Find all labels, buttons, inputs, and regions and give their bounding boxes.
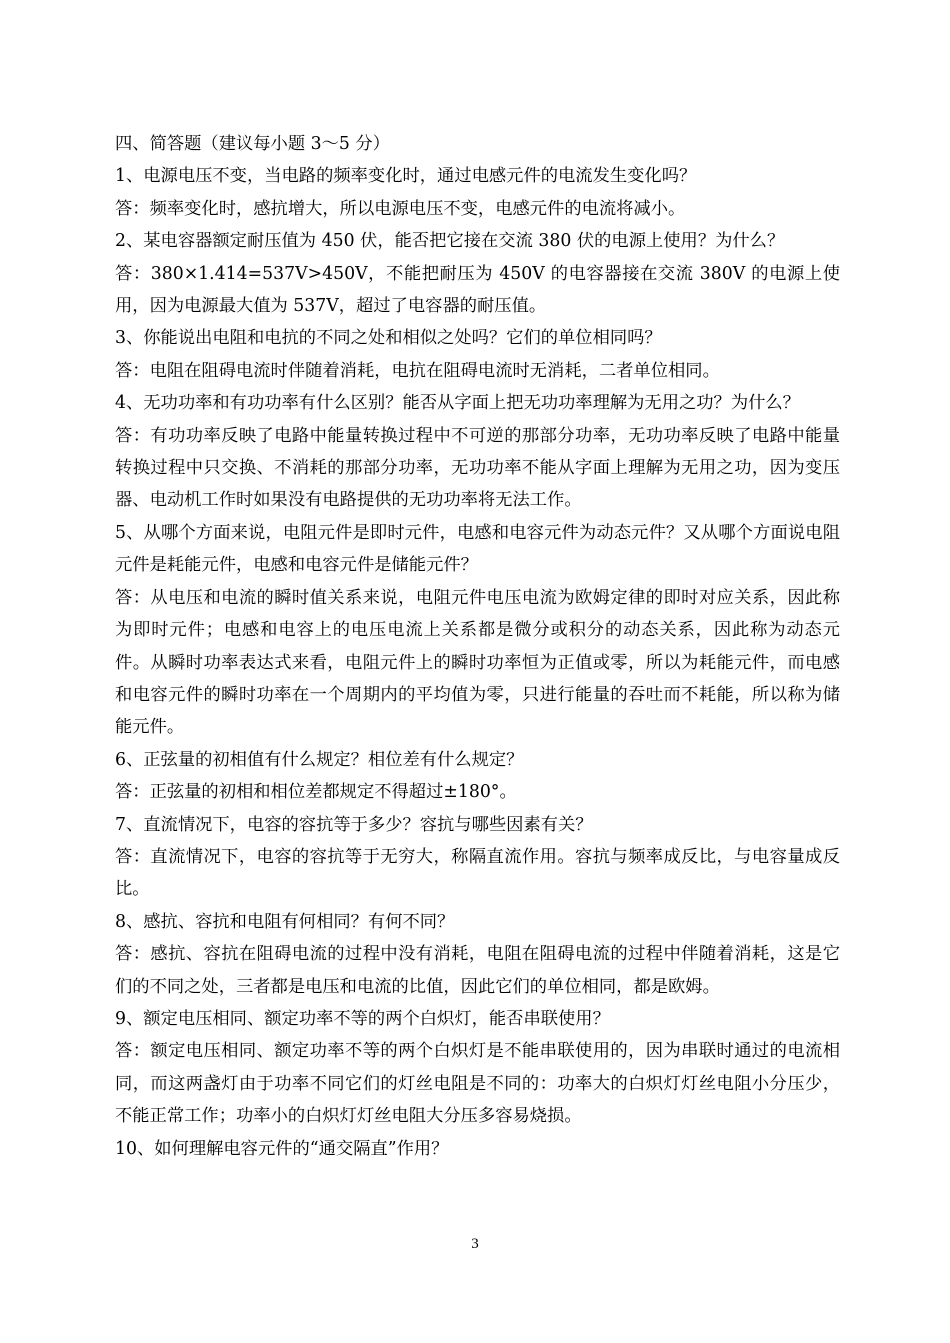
page-number: 3: [471, 1236, 479, 1252]
answer-3: 答：电阻在阻碍电流时伴随着消耗，电抗在阻碍电流时无消耗，二者单位相同。: [115, 360, 720, 381]
answer-4: 答：有功功率反映了电路中能量转换过程中不可逆的那部分功率，无功功率反映了电路中能量转换过程中只交换、不消耗的那部分功率，无功功率不能从字面上理解为无用之功，因为变压器、电动机工作时如果没有电路提供的无功功率将无法工作。: [115, 425, 840, 511]
question-6: 6、正弦量的初相值有什么规定？相位差有什么规定？: [115, 749, 524, 770]
section-title: 四、简答题（建议每小题 3～5 分）: [115, 134, 390, 154]
question-8: 8、感抗、容抗和电阻有何相同？有何不同？: [115, 911, 455, 932]
question-10: 10、如何理解电容元件的“通交隔直”作用？: [115, 1138, 449, 1159]
answer-6: 答：正弦量的初相和相位差都规定不得超过±180°。: [115, 782, 517, 803]
question-7: 7、直流情况下，电容的容抗等于多少？容抗与哪些因素有关？: [115, 814, 593, 835]
answer-7: 答：直流情况下，电容的容抗等于无穷大，称隔直流作用。容抗与频率成反比，与电容量成反比。: [115, 846, 840, 900]
question-9: 9、额定电压相同、额定功率不等的两个白炽灯，能否串联使用？: [115, 1008, 610, 1029]
question-3: 3、你能说出电阻和电抗的不同之处和相似之处吗？它们的单位相同吗？: [115, 328, 662, 349]
answer-1: 答：频率变化时，感抗增大，所以电源电压不变，电感元件的电流将减小。: [115, 198, 686, 219]
answer-8: 答：感抗、容抗在阻碍电流的过程中没有消耗，电阻在阻碍电流的过程中伴随着消耗，这是它们的不同之处，三者都是电压和电流的比值，因此它们的单位相同，都是欧姆。: [115, 944, 840, 997]
answer-5: 答：从电压和电流的瞬时值关系来说，电阻元件电压电流为欧姆定律的即时对应关系，因此称为即时元件；电感和电容上的电压电流上关系都是微分或积分的动态关系，因此称为动态元件。从瞬时功率表达式来看，电阻元件上的瞬时功率恒为正值或零，所以为耗能元件，而电感和电容元件的瞬时功率在一个周期内的平均值为零，只进行能量的吞吐而不耗能，所以称为储能元件。: [115, 587, 840, 738]
answer-9: 答：额定电压相同、额定功率不等的两个白炽灯是不能串联使用的，因为串联时通过的电流相同，而这两盏灯由于功率不同它们的灯丝电阻是不同的：功率大的白炽灯灯丝电阻小分压少，不能正常工作；功率小的白炽灯灯丝电阻大分压多容易烧损。: [115, 1041, 840, 1127]
question-4: 4、无功功率和有功功率有什么区别？能否从字面上把无功功率理解为无用之功？为什么？: [115, 393, 800, 414]
answer-2: 答：380×1.414=537V>450V，不能把耐压为 450V 的电容器接在交流 380V 的电源上使用，因为电源最大值为 537V，超过了电容器的耐压值。: [115, 263, 840, 317]
question-5: 5、从哪个方面来说，电阻元件是即时元件，电感和电容元件为动态元件？又从哪个方面说电阻元件是耗能元件，电感和电容元件是储能元件？: [115, 522, 840, 576]
question-1: 1、电源电压不变，当电路的频率变化时，通过电感元件的电流发生变化吗？: [115, 166, 697, 187]
question-2: 2、某电容器额定耐压值为 450 伏，能否把它接在交流 380 伏的电源上使用？为什么？: [115, 231, 785, 252]
page-content: [115, 128, 840, 1165]
